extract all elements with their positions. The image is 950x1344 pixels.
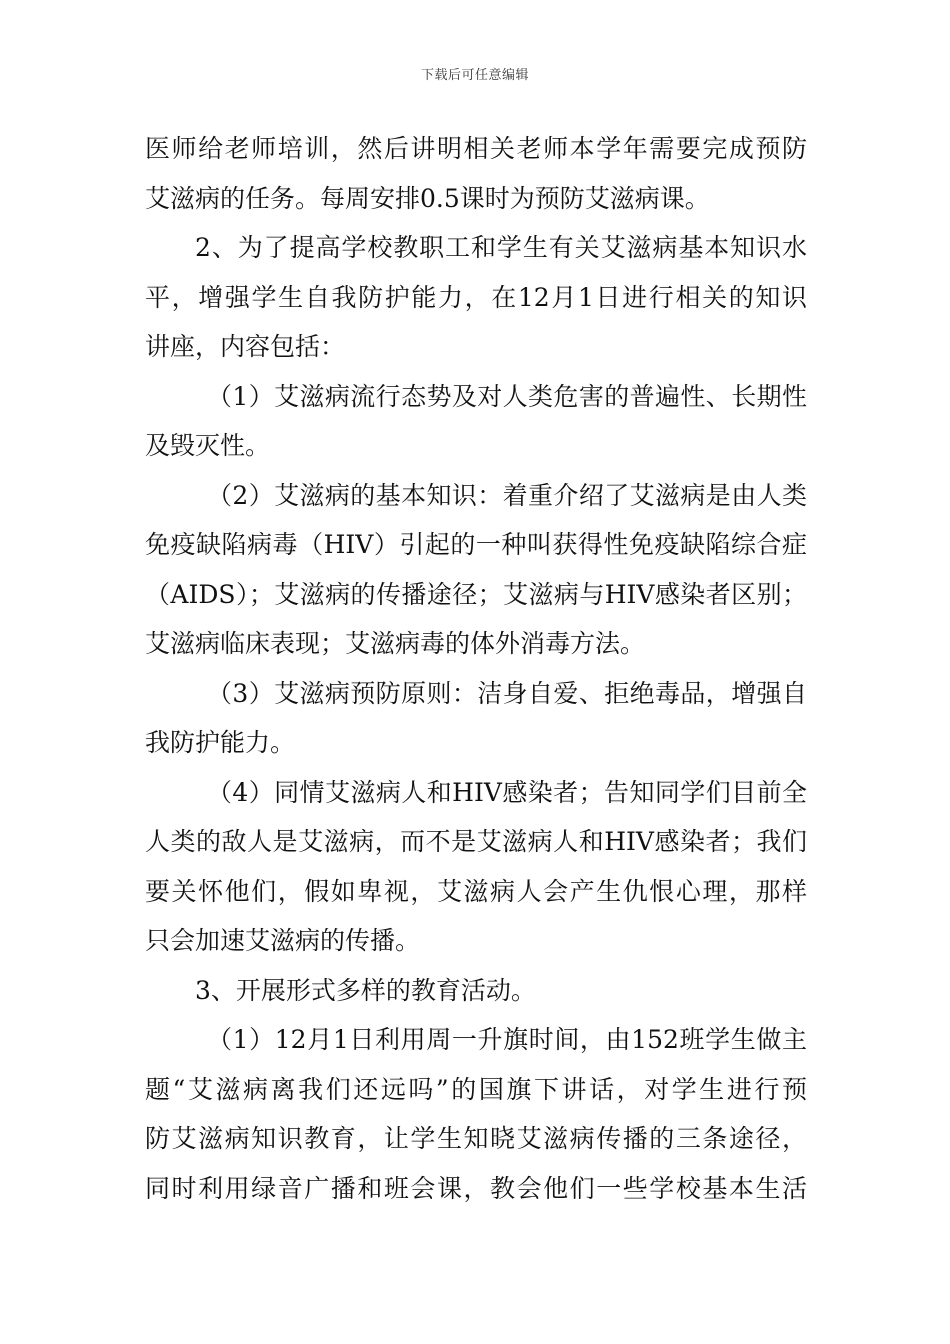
text-line: 防艾滋病知识教育，让学生知晓艾滋病传播的三条途径，	[145, 1124, 807, 1153]
text-line: （3）艾滋病预防原则：洁身自爱、拒绝毒品，增强自	[207, 678, 807, 708]
text-line: 3、开展形式多样的教育活动。	[195, 975, 536, 1005]
text-line: 平，增强学生自我防护能力，在12月1日进行相关的知识	[145, 282, 807, 312]
text-line: 人类的敌人是艾滋病，而不是艾滋病人和HIV感染者；我们	[145, 827, 807, 856]
text-line: 要关怀他们，假如卑视，艾滋病人会产生仇恨心理，那样	[145, 876, 807, 906]
document-body	[145, 124, 807, 1213]
text-line: 艾滋病的任务。每周安排0.5课时为预防艾滋病课。	[145, 183, 710, 213]
text-line: 只会加速艾滋病的传播。	[145, 926, 421, 955]
text-line: 艾滋病临床表现；艾滋病毒的体外消毒方法。	[145, 629, 646, 658]
text-line: 医师给老师培训，然后讲明相关老师本学年需要完成预防	[145, 134, 807, 163]
text-line: 同时利用绿音广播和班会课，教会他们一些学校基本生活	[145, 1173, 807, 1203]
text-line: （4）同情艾滋病人和HIV感染者；告知同学们目前全	[207, 777, 807, 807]
text-line: （2）艾滋病的基本知识：着重介绍了艾滋病是由人类	[207, 480, 807, 510]
text-line: 2、为了提高学校教职工和学生有关艾滋病基本知识水	[195, 233, 807, 262]
text-line: 题“艾滋病离我们还远吗”的国旗下讲话，对学生进行预	[145, 1074, 807, 1104]
text-line: 免疫缺陷病毒（HIV）引起的一种叫获得性免疫缺陷综合症	[145, 530, 807, 559]
text-line: （1）12月1日利用周一升旗时间，由152班学生做主	[207, 1025, 807, 1054]
text-line: 我防护能力。	[145, 728, 296, 757]
text-line: 讲座，内容包括：	[145, 332, 346, 361]
text-line: （AIDS）；艾滋病的传播途径；艾滋病与HIV感染者区别；	[145, 579, 807, 609]
text-line: 及毁灭性。	[145, 431, 271, 460]
page-header: 下载后可任意编辑	[420, 68, 529, 83]
text-line: （1）艾滋病流行态势及对人类危害的普遍性、长期性	[207, 381, 807, 411]
